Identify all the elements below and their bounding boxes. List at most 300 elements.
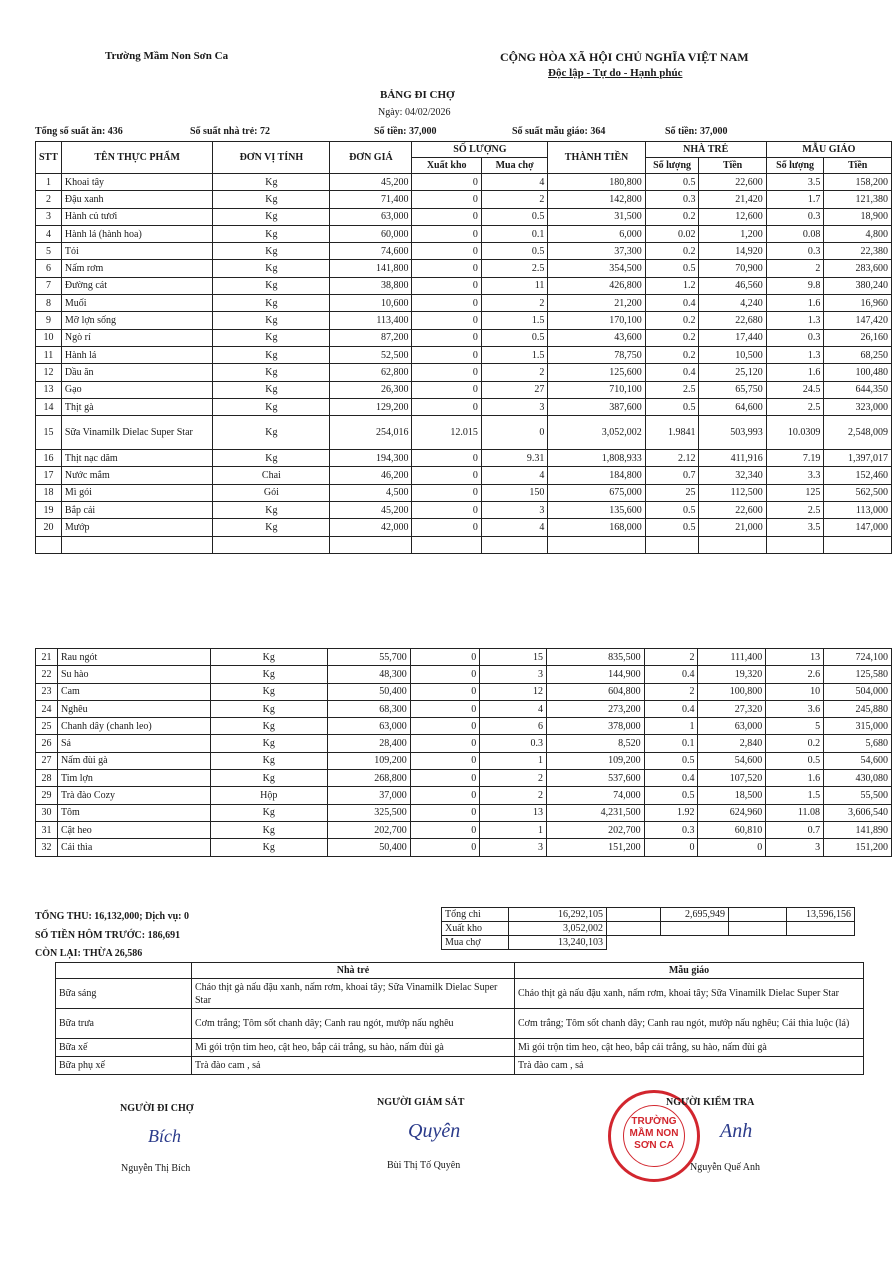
row-nursery-money: 12,600	[699, 208, 766, 225]
row-nursery-money: 0	[698, 839, 766, 856]
row-nursery-money: 70,900	[699, 260, 766, 277]
row-kinder-qty: 3.5	[766, 519, 824, 536]
row-buy: 0.5	[481, 329, 547, 346]
row-total: 1,808,933	[548, 450, 645, 467]
row-kinder-money: 68,250	[824, 346, 892, 363]
row-nursery-money: 65,750	[699, 381, 766, 398]
table-row	[36, 821, 892, 838]
row-stock: 0	[412, 346, 481, 363]
row-unit: Kg	[210, 839, 327, 856]
school-name: Trường Mầm Non Sơn Ca	[105, 50, 229, 62]
row-nursery-money: 54,600	[698, 752, 766, 769]
row-buy: 2	[481, 191, 547, 208]
row-name: Đậu xanh	[61, 191, 213, 208]
table-row	[36, 191, 892, 208]
menu-meal-label: Bữa sáng	[56, 979, 192, 1009]
menu-meal-label: Bữa phụ xế	[56, 1057, 192, 1075]
supervisor-title: NGƯỜI GIÁM SÁT	[377, 1097, 465, 1108]
row-nursery-money: 63,000	[698, 718, 766, 735]
row-nursery-money: 19,320	[698, 666, 766, 683]
row-price: 71,400	[330, 191, 412, 208]
row-buy: 1.5	[481, 312, 547, 329]
buy-total: 13,240,103	[509, 936, 607, 950]
table-row	[36, 329, 892, 346]
total-income: TỔNG THU: 16,132,000; Dịch vụ: 0	[35, 911, 189, 922]
row-name: Muối	[61, 295, 213, 312]
col-nursery-money: Tiền	[699, 158, 766, 174]
col-buy: Mua chợ	[481, 158, 547, 174]
row-nursery-money: 4,240	[699, 295, 766, 312]
table-row	[36, 787, 892, 804]
menu-row	[56, 1039, 864, 1057]
row-buy: 0.1	[481, 225, 547, 242]
table-row	[36, 208, 892, 225]
row-name: Cật heo	[57, 821, 210, 838]
checker-signature: Anh	[720, 1120, 753, 1142]
row-stt: 32	[36, 839, 58, 856]
row-name: Cam	[57, 683, 210, 700]
row-stt: 4	[36, 225, 62, 242]
row-stock: 0	[412, 502, 481, 519]
food-table-continued	[35, 648, 892, 857]
row-stock: 0	[412, 225, 481, 242]
row-buy: 1	[480, 821, 547, 838]
col-stt: STT	[36, 142, 62, 174]
row-kinder-qty: 3.6	[766, 700, 824, 717]
row-buy: 0.3	[480, 735, 547, 752]
row-buy: 4	[481, 174, 547, 191]
row-price: 113,400	[330, 312, 412, 329]
row-nursery-money: 10,500	[699, 346, 766, 363]
table-row	[36, 174, 892, 191]
row-kinder-qty: 9.8	[766, 277, 824, 294]
row-kinder-money: 54,600	[824, 752, 892, 769]
row-buy: 1.5	[481, 346, 547, 363]
table-row	[36, 770, 892, 787]
row-nursery-qty: 0.4	[644, 666, 698, 683]
row-price: 62,800	[330, 364, 412, 381]
row-stock: 0	[410, 649, 480, 666]
row-stock: 0	[410, 700, 480, 717]
col-unit: ĐƠN VỊ TÍNH	[213, 142, 330, 174]
table-row	[36, 416, 892, 450]
row-stt: 21	[36, 649, 58, 666]
row-total: 184,800	[548, 467, 645, 484]
row-unit: Kg	[213, 329, 330, 346]
row-unit: Gói	[213, 484, 330, 501]
row-nursery-money: 22,680	[699, 312, 766, 329]
menu-kinder-dishes: Trà đào cam , sả	[515, 1057, 864, 1075]
row-total: 354,500	[548, 260, 645, 277]
row-name: Tỏi	[61, 243, 213, 260]
row-total: 168,000	[548, 519, 645, 536]
blank-row	[36, 536, 892, 553]
row-kinder-qty: 1.6	[766, 770, 824, 787]
row-buy: 3	[480, 839, 547, 856]
row-stock: 0	[412, 484, 481, 501]
supervisor-name: Bùi Thị Tố Quyên	[387, 1160, 461, 1171]
document-date: Ngày: 04/02/2026	[378, 107, 451, 118]
row-stock: 0	[410, 804, 480, 821]
country-name: CỘNG HÒA XÃ HỘI CHỦ NGHĨA VIỆT NAM	[500, 50, 749, 64]
row-buy: 27	[481, 381, 547, 398]
row-buy: 2	[480, 787, 547, 804]
row-nursery-money: 46,560	[699, 277, 766, 294]
row-kinder-money: 1,397,017	[824, 450, 892, 467]
row-stt: 11	[36, 346, 62, 363]
row-stt: 3	[36, 208, 62, 225]
row-kinder-qty: 2.5	[766, 502, 824, 519]
row-total: 74,000	[546, 787, 644, 804]
row-buy: 2	[481, 295, 547, 312]
row-stock: 0	[410, 735, 480, 752]
row-stock: 0	[410, 718, 480, 735]
row-total: 6,000	[548, 225, 645, 242]
spending-summary	[441, 907, 855, 950]
row-name: Su hào	[57, 666, 210, 683]
row-unit: Kg	[213, 519, 330, 536]
row-buy: 11	[481, 277, 547, 294]
table-row	[36, 649, 892, 666]
col-nursery-qty: Số lượng	[645, 158, 699, 174]
row-price: 129,200	[330, 398, 412, 415]
row-unit: Kg	[210, 821, 327, 838]
row-price: 141,800	[330, 260, 412, 277]
table-row	[36, 243, 892, 260]
row-buy: 2	[481, 364, 547, 381]
row-stt: 30	[36, 804, 58, 821]
table-row	[36, 683, 892, 700]
row-total: 21,200	[548, 295, 645, 312]
menu-meal-label: Bữa trưa	[56, 1009, 192, 1039]
table-row	[36, 312, 892, 329]
row-total: 604,800	[546, 683, 644, 700]
row-price: 10,600	[330, 295, 412, 312]
row-kinder-money: 380,240	[824, 277, 892, 294]
menu-kinder-dishes: Mì gói trộn tim heo, cật heo, bắp cải trắng, su hào, nấm đùi gà	[515, 1039, 864, 1057]
row-nursery-money: 25,120	[699, 364, 766, 381]
row-stock: 0	[410, 770, 480, 787]
row-kinder-money: 113,000	[824, 502, 892, 519]
row-price: 268,800	[327, 770, 410, 787]
row-kinder-qty: 3.5	[766, 174, 824, 191]
row-nursery-qty: 0.1	[644, 735, 698, 752]
table-row	[36, 260, 892, 277]
row-buy: 4	[481, 467, 547, 484]
row-kinder-money: 55,500	[824, 787, 892, 804]
row-nursery-money: 2,840	[698, 735, 766, 752]
row-total: 378,000	[546, 718, 644, 735]
row-kinder-qty: 10	[766, 683, 824, 700]
row-unit: Kg	[210, 666, 327, 683]
row-stock: 0	[410, 821, 480, 838]
row-unit: Kg	[213, 191, 330, 208]
menu-meal-label: Bữa xế	[56, 1039, 192, 1057]
row-name: Trà đào Cozy	[57, 787, 210, 804]
row-price: 52,500	[330, 346, 412, 363]
row-name: Mỡ lợn sống	[61, 312, 213, 329]
row-nursery-qty: 0.3	[644, 821, 698, 838]
col-total: THÀNH TIỀN	[548, 142, 645, 174]
row-stock: 0	[412, 191, 481, 208]
row-unit: Chai	[213, 467, 330, 484]
row-price: 87,200	[330, 329, 412, 346]
row-stock: 0	[410, 839, 480, 856]
row-name: Nước mắm	[61, 467, 213, 484]
stock-label: Xuất kho	[442, 922, 509, 936]
row-stt: 13	[36, 381, 62, 398]
row-stock: 0	[412, 260, 481, 277]
row-nursery-qty: 2	[644, 649, 698, 666]
buyer-name: Nguyễn Thị Bích	[121, 1163, 191, 1174]
row-nursery-qty: 25	[645, 484, 699, 501]
row-unit: Kg	[213, 450, 330, 467]
table-row	[36, 484, 892, 501]
row-kinder-money: 644,350	[824, 381, 892, 398]
row-stock: 0	[412, 295, 481, 312]
row-stock: 0	[412, 312, 481, 329]
row-price: 109,200	[327, 752, 410, 769]
row-kinder-money: 323,000	[824, 398, 892, 415]
table-row	[36, 450, 892, 467]
col-nursery: NHÀ TRẺ	[645, 142, 766, 158]
row-stt: 25	[36, 718, 58, 735]
row-kinder-qty: 0.3	[766, 243, 824, 260]
row-nursery-qty: 0.3	[645, 191, 699, 208]
row-name: Hành củ tươi	[61, 208, 213, 225]
row-kinder-qty: 0.08	[766, 225, 824, 242]
row-name: Đường cát	[61, 277, 213, 294]
row-nursery-money: 22,600	[699, 174, 766, 191]
row-stt: 6	[36, 260, 62, 277]
row-kinder-qty: 3	[766, 839, 824, 856]
row-price: 4,500	[330, 484, 412, 501]
table-row	[36, 718, 892, 735]
table-row	[36, 752, 892, 769]
row-kinder-money: 5,680	[824, 735, 892, 752]
row-stt: 28	[36, 770, 58, 787]
row-total: 151,200	[546, 839, 644, 856]
row-name: Hành lá	[61, 346, 213, 363]
row-name: Dầu ăn	[61, 364, 213, 381]
row-nursery-money: 17,440	[699, 329, 766, 346]
row-kinder-qty: 1.3	[766, 312, 824, 329]
row-stock: 0	[412, 329, 481, 346]
row-total: 180,800	[548, 174, 645, 191]
row-kinder-qty: 2.6	[766, 666, 824, 683]
row-kinder-money: 125,580	[824, 666, 892, 683]
row-total: 835,500	[546, 649, 644, 666]
row-nursery-qty: 2.5	[645, 381, 699, 398]
table-row	[36, 225, 892, 242]
row-price: 60,000	[330, 225, 412, 242]
spend-nursery: 2,695,949	[661, 908, 729, 922]
row-unit: Kg	[213, 243, 330, 260]
row-unit: Kg	[213, 277, 330, 294]
col-price: ĐƠN GIÁ	[330, 142, 412, 174]
row-kinder-money: 430,080	[824, 770, 892, 787]
row-buy: 2.5	[481, 260, 547, 277]
row-total: 37,300	[548, 243, 645, 260]
table-row	[36, 467, 892, 484]
supervisor-signature: Quyên	[408, 1120, 461, 1142]
row-price: 26,300	[330, 381, 412, 398]
row-stock: 0	[412, 398, 481, 415]
row-kinder-qty: 1.6	[766, 295, 824, 312]
row-price: 63,000	[330, 208, 412, 225]
row-buy: 15	[480, 649, 547, 666]
row-stt: 10	[36, 329, 62, 346]
row-stock: 0	[412, 364, 481, 381]
row-unit: Kg	[210, 718, 327, 735]
row-stock: 0	[412, 450, 481, 467]
row-kinder-qty: 10.0309	[766, 416, 824, 450]
row-price: 74,600	[330, 243, 412, 260]
table-row	[36, 804, 892, 821]
row-nursery-qty: 1	[644, 718, 698, 735]
row-stt: 27	[36, 752, 58, 769]
row-total: 78,750	[548, 346, 645, 363]
row-nursery-money: 22,600	[699, 502, 766, 519]
row-nursery-money: 18,500	[698, 787, 766, 804]
row-kinder-qty: 2	[766, 260, 824, 277]
row-kinder-qty: 125	[766, 484, 824, 501]
col-kinder-money: Tiền	[824, 158, 892, 174]
row-stt: 19	[36, 502, 62, 519]
row-buy: 1	[480, 752, 547, 769]
row-nursery-qty: 0.5	[645, 519, 699, 536]
buyer-title: NGƯỜI ĐI CHỢ	[120, 1103, 194, 1114]
row-unit: Kg	[213, 502, 330, 519]
row-kinder-money: 724,100	[824, 649, 892, 666]
table-row	[36, 346, 892, 363]
row-total: 8,520	[546, 735, 644, 752]
row-price: 48,300	[327, 666, 410, 683]
school-seal-text: TRƯỜNG MẦM NON SƠN CA	[623, 1105, 685, 1167]
row-kinder-qty: 7.19	[766, 450, 824, 467]
row-total: 125,600	[548, 364, 645, 381]
row-price: 37,000	[327, 787, 410, 804]
row-name: Thịt nạc dăm	[61, 450, 213, 467]
table-row	[36, 519, 892, 536]
row-stock: 0	[410, 752, 480, 769]
row-stt: 9	[36, 312, 62, 329]
row-price: 42,000	[330, 519, 412, 536]
row-stt: 2	[36, 191, 62, 208]
row-nursery-money: 624,960	[698, 804, 766, 821]
row-kinder-money: 26,160	[824, 329, 892, 346]
row-unit: Kg	[210, 804, 327, 821]
row-nursery-qty: 0.4	[645, 364, 699, 381]
spend-total: 16,292,105	[509, 908, 607, 922]
row-price: 38,800	[330, 277, 412, 294]
total-meals: Tổng số suất ăn: 436	[35, 126, 123, 137]
row-kinder-qty: 0.3	[766, 329, 824, 346]
row-buy: 13	[480, 804, 547, 821]
row-buy: 3	[480, 666, 547, 683]
row-price: 45,200	[330, 174, 412, 191]
row-kinder-qty: 0.7	[766, 821, 824, 838]
col-name: TÊN THỰC PHẨM	[61, 142, 213, 174]
row-total: 675,000	[548, 484, 645, 501]
row-nursery-qty: 0.5	[645, 398, 699, 415]
row-total: 537,600	[546, 770, 644, 787]
row-stt: 20	[36, 519, 62, 536]
row-kinder-money: 16,960	[824, 295, 892, 312]
row-nursery-qty: 0.4	[644, 700, 698, 717]
menu-nursery-header: Nhà trẻ	[192, 963, 515, 979]
table-row	[36, 666, 892, 683]
row-total: 3,052,002	[548, 416, 645, 450]
row-kinder-money: 245,880	[824, 700, 892, 717]
row-price: 325,500	[327, 804, 410, 821]
row-kinder-money: 3,606,540	[824, 804, 892, 821]
table-row	[36, 295, 892, 312]
row-kinder-money: 141,890	[824, 821, 892, 838]
row-buy: 4	[480, 700, 547, 717]
row-kinder-money: 152,460	[824, 467, 892, 484]
row-kinder-money: 147,420	[824, 312, 892, 329]
spend-kinder: 13,596,156	[787, 908, 855, 922]
row-unit: Kg	[213, 381, 330, 398]
row-nursery-money: 60,810	[698, 821, 766, 838]
row-unit: Kg	[213, 398, 330, 415]
menu-nursery-dishes: Trà đào cam , sả	[192, 1057, 515, 1075]
row-stt: 17	[36, 467, 62, 484]
row-kinder-money: 100,480	[824, 364, 892, 381]
table-row	[36, 277, 892, 294]
row-stt: 15	[36, 416, 62, 450]
row-nursery-qty: 0.5	[644, 787, 698, 804]
row-price: 68,300	[327, 700, 410, 717]
col-kinder: MẪU GIÁO	[766, 142, 891, 158]
row-unit: Kg	[210, 735, 327, 752]
row-total: 4,231,500	[546, 804, 644, 821]
row-price: 63,000	[327, 718, 410, 735]
menu-row	[56, 979, 864, 1009]
row-stt: 1	[36, 174, 62, 191]
row-unit: Kg	[213, 416, 330, 450]
row-nursery-qty: 0.2	[645, 312, 699, 329]
row-stt: 7	[36, 277, 62, 294]
row-price: 50,400	[327, 839, 410, 856]
row-nursery-money: 111,400	[698, 649, 766, 666]
menu-nursery-dishes: Mì gói trộn tim heo, cật heo, bắp cải trắng, su hào, nấm đùi gà	[192, 1039, 515, 1057]
row-name: Sữa Vinamilk Dielac Super Star	[61, 416, 213, 450]
row-stt: 22	[36, 666, 58, 683]
col-kinder-qty: Số lượng	[766, 158, 824, 174]
menu-kinder-header: Mẫu giáo	[515, 963, 864, 979]
row-nursery-qty: 0.2	[645, 329, 699, 346]
menu-nursery-dishes: Cơm trắng; Tôm sốt chanh dây; Canh rau ngót, mướp nấu nghêu	[192, 1009, 515, 1039]
row-stock: 0	[412, 467, 481, 484]
row-kinder-qty: 0.3	[766, 208, 824, 225]
row-nursery-money: 21,420	[699, 191, 766, 208]
row-unit: Kg	[213, 174, 330, 191]
row-nursery-qty: 0.5	[645, 502, 699, 519]
row-name: Rau ngót	[57, 649, 210, 666]
row-price: 46,200	[330, 467, 412, 484]
menu-row	[56, 1057, 864, 1075]
row-nursery-money: 503,993	[699, 416, 766, 450]
row-stock: 0	[412, 277, 481, 294]
row-kinder-money: 504,000	[824, 683, 892, 700]
row-buy: 0	[481, 416, 547, 450]
row-name: Nấm đùi gà	[57, 752, 210, 769]
row-stock: 0	[410, 683, 480, 700]
row-unit: Kg	[213, 225, 330, 242]
row-unit: Hộp	[210, 787, 327, 804]
